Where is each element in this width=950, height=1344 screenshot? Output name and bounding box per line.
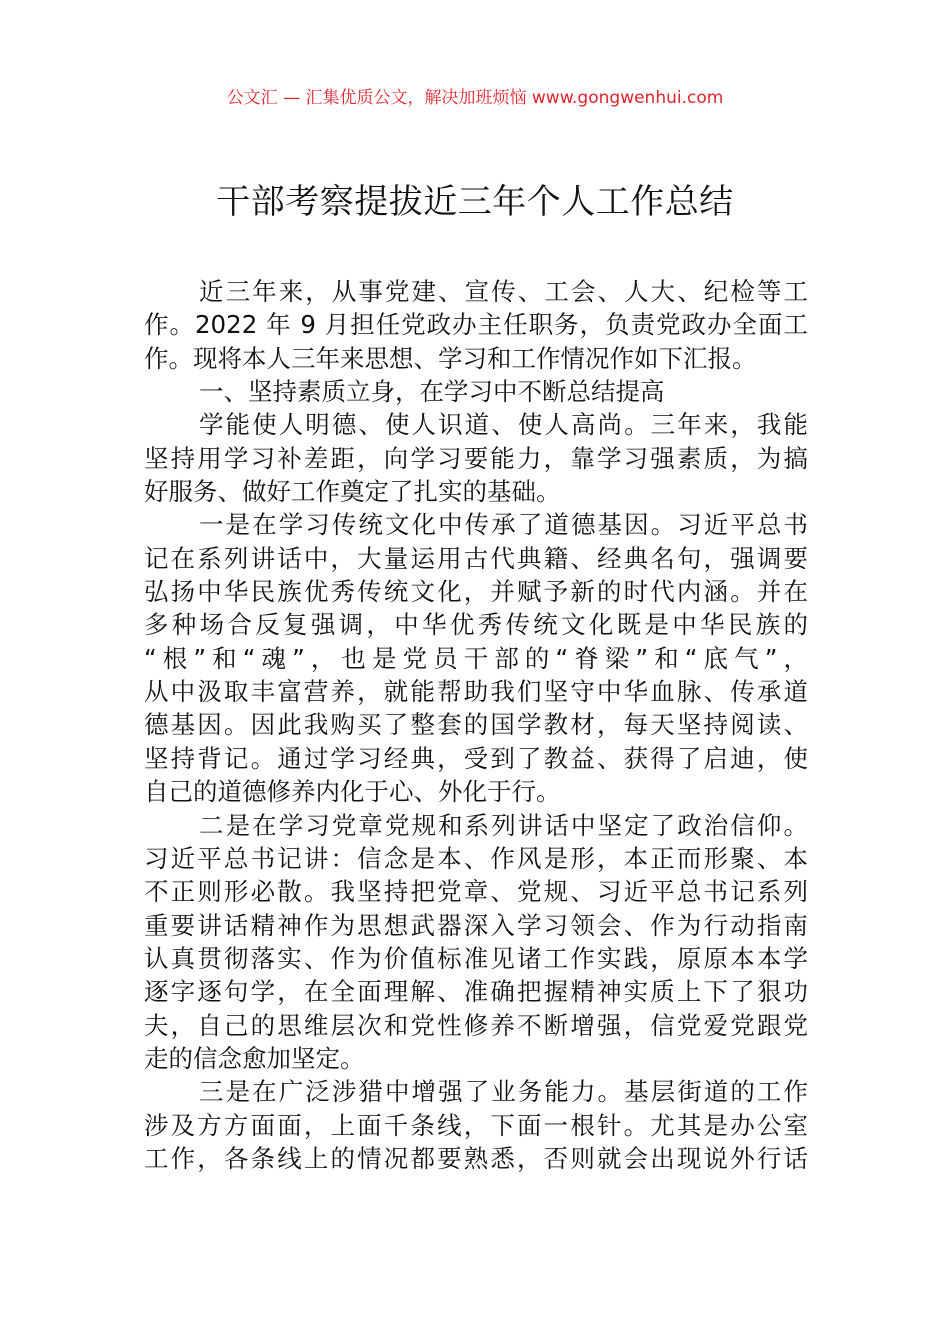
body-line: 从中汲取丰富营养，就能帮助我们坚守中华血脉、传承道 xyxy=(144,677,808,707)
watermark-text: 公文汇 — 汇集优质公文，解决加班烦恼 www.gongwenhui.com xyxy=(226,88,724,108)
body-line: 重要讲话精神作为思想武器深入学习领会、作为行动指南 xyxy=(144,910,808,940)
body-line: 走的信念愈加坚定。 xyxy=(144,1043,365,1073)
body-line: 认真贯彻落实、作为价值标准见诸工作实践，原原本本学 xyxy=(144,943,808,973)
body-line: 学能使人明德、使人识道、使人高尚。三年来，我能 xyxy=(199,410,808,440)
document-title: 干部考察提拔近三年个人工作总结 xyxy=(216,182,734,222)
body-line: “根”和“魂”，也是党员干部的“脊梁”和“底气”， xyxy=(144,643,808,673)
section-heading: 一、坚持素质立身，在学习中不断总结提高 xyxy=(199,377,665,407)
body-line: 逐字逐句学，在全面理解、准确把握精神实质上下了狠功 xyxy=(144,977,808,1007)
body-line: 好服务、做好工作奠定了扎实的基础。 xyxy=(144,477,561,507)
body-line: 多种场合反复强调，中华优秀传统文化既是中华民族的 xyxy=(144,610,808,640)
body-line: 三是在广泛涉猎中增强了业务能力。基层街道的工作 xyxy=(199,1077,808,1107)
document-body xyxy=(144,275,808,1175)
body-line: 习近平总书记讲：信念是本、作风是形，本正而形聚、本 xyxy=(144,843,808,873)
body-line: 作。2022 年 9 月担任党政办主任职务，负责党政办全面工 xyxy=(144,310,808,340)
watermark-banner xyxy=(0,86,950,110)
body-line: 不正则形必散。我坚持把党章、党规、习近平总书记系列 xyxy=(144,877,808,907)
body-line: 坚持用学习补差距，向学习要能力，靠学习强素质，为搞 xyxy=(144,443,808,473)
body-line: 二是在学习党章党规和系列讲话中坚定了政治信仰。 xyxy=(199,810,808,840)
body-line: 工作，各条线上的情况都要熟悉，否则就会出现说外行话 xyxy=(144,1143,808,1173)
body-line: 自己的道德修养内化于心、外化于行。 xyxy=(144,777,561,807)
body-line: 坚持背记。通过学习经典，受到了教益、获得了启迪，使 xyxy=(144,743,808,773)
body-line: 近三年来，从事党建、宣传、工会、人大、纪检等工 xyxy=(199,277,808,306)
body-line: 涉及方方面面，上面千条线，下面一根针。尤其是办公室 xyxy=(144,1110,808,1140)
body-line: 夫，自己的思维层次和党性修养不断增强，信党爱党跟党 xyxy=(144,1010,808,1040)
body-line: 作。现将本人三年来思想、学习和工作情况作如下汇报。 xyxy=(144,343,757,373)
body-line: 弘扬中华民族优秀传统文化，并赋予新的时代内涵。并在 xyxy=(144,577,808,607)
body-line: 记在系列讲话中，大量运用古代典籍、经典名句，强调要 xyxy=(144,543,808,573)
body-line: 一是在学习传统文化中传承了道德基因。习近平总书 xyxy=(199,510,808,540)
body-line: 德基因。因此我购买了整套的国学教材，每天坚持阅读、 xyxy=(144,710,808,740)
